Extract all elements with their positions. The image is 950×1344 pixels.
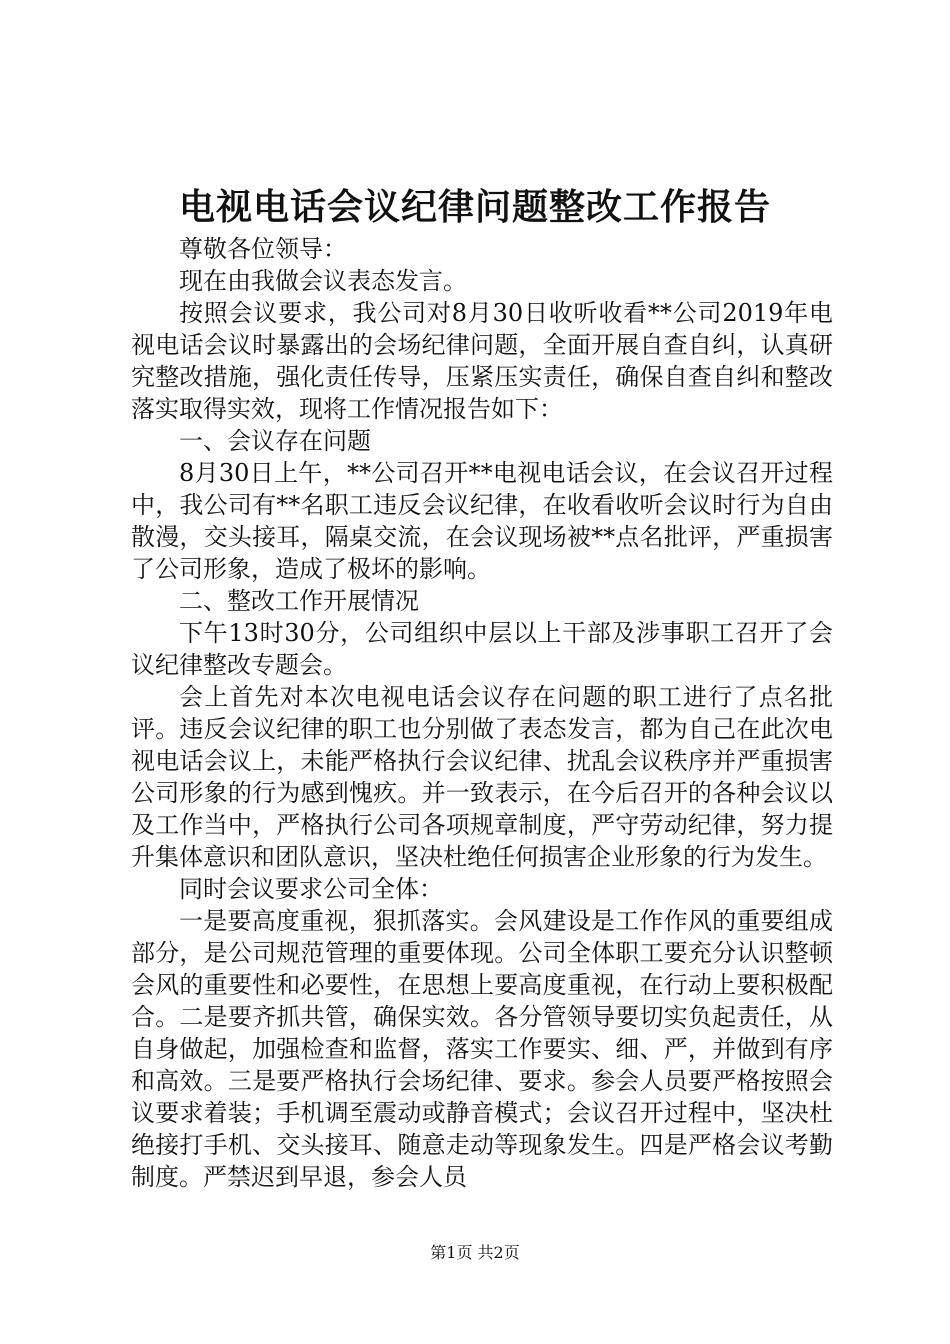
page-number: 第1页 共2页 [430,1243,520,1262]
section-heading-rectification: 二、整改工作开展情况 [179,587,419,615]
paragraph-requirements: 一是要高度重视，狠抓落实。会风建设是工作作风的重要组成部分，是公司规范管理的重要体现。公司全体职工要充分认识整顿会风的重要性和必要性，在思想上要高度重视，在行动上要积极配合。二是要齐抓共管，确保实效。各分管领导要切实负起责任，从自身做起，加强检查和监督，落实工作要实、细、严，并做到有序和高效。三是要严格执行会场纪律、要求。参会人员要严格按照会议要求着装；手机调至震动或静音模式；会议召开过程中，坚决杜绝接打手机、交头接耳、随意走动等现象发生。四是严格会议考勤制度。严禁迟到早退，参会人员 [131,907,833,1191]
paragraph-background: 按照会议要求，我公司对8月30日收听收看**公司2019年电视电话会议时暴露出的会场纪律问题，全面开展自查自纠，认真研究整改措施，强化责任传导，压紧压实责任，确保自查自纠和整改落实取得实效，现将工作情况报告如下： [131,299,833,423]
paragraph-criticism: 会上首先对本次电视电话会议存在问题的职工进行了点名批评。违反会议纪律的职工也分别做了表态发言，都为自己在此次电视电话会议上，未能严格执行会议纪律、扰乱会议秩序并严重损害公司形象的行为感到愧疚。并一致表示，在今后召开的各种会议以及工作当中，严格执行公司各项规章制度，严守劳动纪律，努力提升集体意识和团队意识，坚决杜绝任何损害企业形象的行为发生。 [131,683,833,871]
document-body [131,233,833,1193]
paragraph-intro: 现在由我做会议表态发言。 [179,267,467,295]
paragraph-problems: 8月30日上午，**公司召开**电视电话会议，在会议召开过程中，我公司有**名职工违反会议纪律，在收看收听会议时行为自由散漫，交头接耳，隔桌交流，在会议现场被**点名批评，严重损害了公司形象，造成了极坏的影响。 [131,459,833,583]
salutation: 尊敬各位领导： [179,235,347,263]
paragraph-requirements-intro: 同时会议要求公司全体： [179,875,443,903]
paragraph-meeting: 下午13时30分，公司组织中层以上干部及涉事职工召开了会议纪律整改专题会。 [131,619,833,679]
section-heading-problems: 一、会议存在问题 [179,427,371,455]
document-title: 电视电话会议纪律问题整改工作报告 [178,186,771,228]
